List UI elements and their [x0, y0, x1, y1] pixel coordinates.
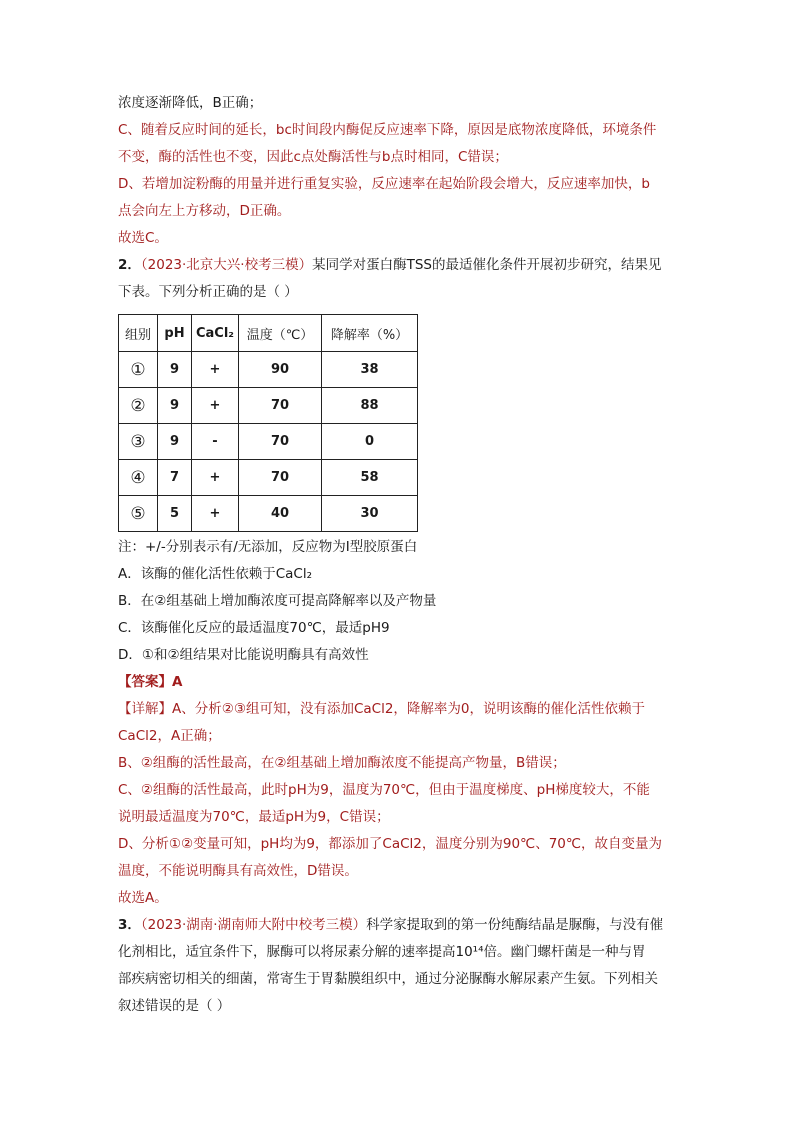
prev-line-1: 浓度逐渐降低，B正确；	[118, 95, 263, 111]
prev-line-4: D、若增加淀粉酶的用量并进行重复实验，反应速率在起始阶段会增大，反应速率加快，b	[118, 176, 650, 192]
question-2-body	[118, 534, 678, 912]
question-source: （2023·湖南·湖南师大附中校考三模）	[140, 917, 367, 933]
header-cell: CaCl₂	[192, 315, 239, 352]
table-cell: ⑤	[119, 496, 158, 532]
detail-line: 【详解】A、分析②③组可知，没有添加CaCl2，降解率为0，说明该酶的催化活性依赖于	[118, 701, 645, 717]
option-b: B．在②组基础上增加酶浓度可提高降解率以及产物量	[118, 593, 437, 609]
table-row	[119, 388, 418, 424]
table-cell: 9	[158, 424, 192, 460]
table-cell: 30	[322, 496, 418, 532]
table-row	[119, 352, 418, 388]
prev-line-5: 点会向左上方移动，D正确。	[118, 203, 291, 219]
table-cell: +	[192, 388, 239, 424]
stem-line: 部疾病密切相关的细菌，常寄生于胃黏膜组织中，通过分泌脲酶水解尿素产生氨。下列相关	[118, 971, 658, 987]
prev-explanation	[118, 90, 678, 252]
table-cell: ④	[119, 460, 158, 496]
stem-line-1: 某同学对蛋白酶TSS的最适催化条件开展初步研究，结果见	[312, 257, 662, 273]
question-number: 2．	[118, 257, 141, 273]
stem-line: 化剂相比，适宜条件下，脲酶可以将尿素分解的速率提高10¹⁴倍。幽门螺杆菌是一种与胃	[118, 944, 646, 960]
header-cell: 降解率（%）	[322, 315, 418, 352]
table-row	[119, 496, 418, 532]
table-cell: 7	[158, 460, 192, 496]
detail-line: 说明最适温度为70℃，最适pH为9，C错误；	[118, 809, 390, 825]
option-c: C．该酶催化反应的最适温度70℃，最适pH9	[118, 620, 390, 636]
results-table	[118, 314, 418, 532]
table-cell: 9	[158, 388, 192, 424]
table-cell: +	[192, 460, 239, 496]
table-cell: 5	[158, 496, 192, 532]
final-choice: 故选A。	[118, 890, 168, 906]
header-cell: 组别	[119, 315, 158, 352]
table-row	[119, 460, 418, 496]
prev-line-3: 不变，酶的活性也不变，因此c点处酶活性与b点时相同，C错误；	[118, 149, 508, 165]
table-cell: 40	[239, 496, 322, 532]
header-cell: 温度（℃）	[239, 315, 322, 352]
stem-line: 叙述错误的是（ ）	[118, 998, 231, 1014]
stem-line-2: 下表。下列分析正确的是（ ）	[118, 284, 298, 300]
table-note: 注：+/-分别表示有/无添加，反应物为Ⅰ型胶原蛋白	[118, 539, 418, 555]
table-cell: ②	[119, 388, 158, 424]
detail-line: C、②组酶的活性最高，此时pH为9，温度为70℃，但由于温度梯度、pH梯度较大，不能	[118, 782, 650, 798]
table-cell: 90	[239, 352, 322, 388]
table-row	[119, 424, 418, 460]
table-cell: +	[192, 496, 239, 532]
table-cell: ①	[119, 352, 158, 388]
question-3-stem	[118, 912, 678, 1020]
table-cell: 9	[158, 352, 192, 388]
table-cell: +	[192, 352, 239, 388]
option-a: A．该酶的催化活性依赖于CaCl₂	[118, 566, 313, 582]
detail-line: B、②组酶的活性最高，在②组基础上增加酶浓度不能提高产物量，B错误；	[118, 755, 566, 771]
question-2-stem	[118, 252, 678, 306]
table-cell: 88	[322, 388, 418, 424]
detail-line: D、分析①②变量可知，pH均为9，都添加了CaCl2，温度分别为90℃、70℃，故自变量为	[118, 836, 663, 852]
question-number: 3．	[118, 917, 141, 933]
table-cell: 0	[322, 424, 418, 460]
detail-line: 温度，不能说明酶具有高效性，D错误。	[118, 863, 358, 879]
stem-line: 科学家提取到的第一份纯酶结晶是脲酶，与没有催	[366, 917, 664, 933]
answer: 【答案】A	[118, 674, 183, 690]
prev-line-2: C、随着反应时间的延长，bc时间段内酶促反应速率下降，原因是底物浓度降低，环境条件	[118, 122, 657, 138]
table-cell: 70	[239, 388, 322, 424]
table-cell: ③	[119, 424, 158, 460]
option-d: D．①和②组结果对比能说明酶具有高效性	[118, 647, 369, 663]
detail-line: CaCl2，A正确；	[118, 728, 221, 744]
header-cell: pH	[158, 315, 192, 352]
table-header-row	[119, 315, 418, 352]
question-source: （2023·北京大兴·校考三模）	[140, 257, 313, 273]
table-cell: -	[192, 424, 239, 460]
table-cell: 58	[322, 460, 418, 496]
table-cell: 70	[239, 424, 322, 460]
prev-choice: 故选C。	[118, 230, 168, 246]
table-cell: 70	[239, 460, 322, 496]
table-cell: 38	[322, 352, 418, 388]
